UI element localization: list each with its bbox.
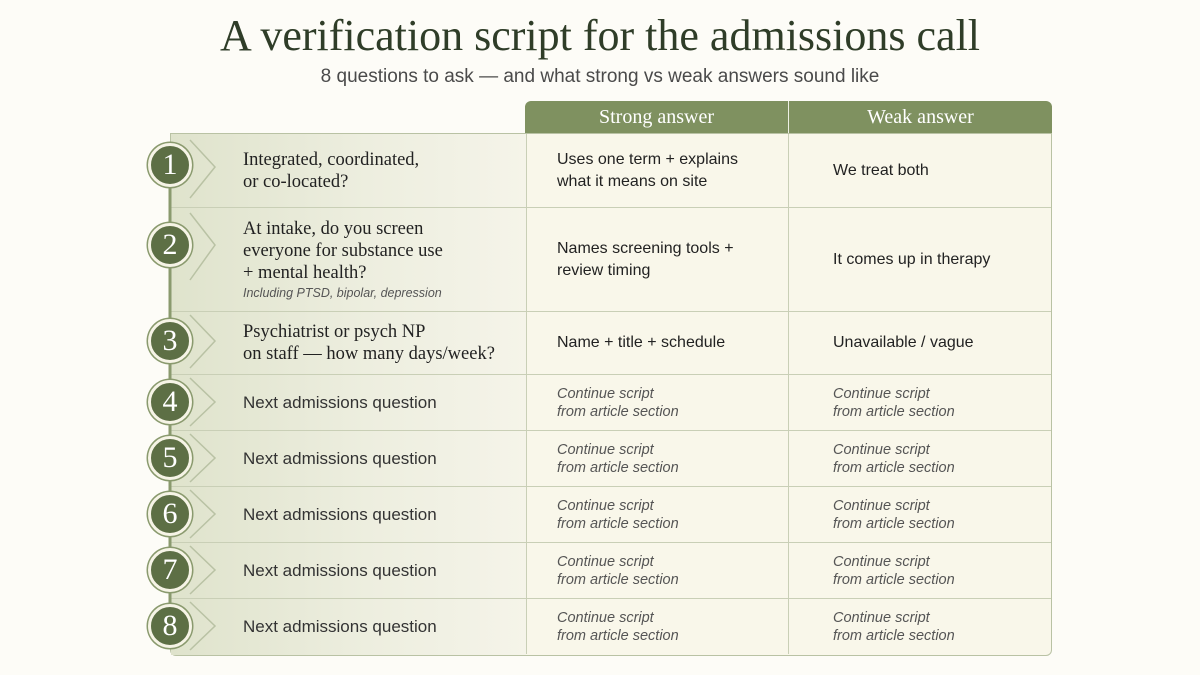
strong-answer-text: from article section	[557, 403, 679, 420]
question-text: Next admissions question	[243, 560, 437, 580]
weak-answer-text: from article section	[833, 403, 955, 420]
header-weak-answer: Weak answer	[788, 101, 1052, 133]
strong-answer-text: Names screening tools +	[557, 239, 734, 257]
question-cell	[171, 487, 526, 542]
question-text: on staff — how many days/week?	[243, 344, 495, 364]
weak-answer-cell	[788, 487, 1050, 542]
strong-answer-text: from article section	[557, 515, 679, 532]
weak-answer-text: from article section	[833, 571, 955, 588]
weak-answer-text: Continue script	[833, 441, 930, 458]
weak-answer-text: Unavailable / vague	[833, 334, 974, 351]
question-text: Next admissions question	[243, 448, 437, 468]
question-cell	[171, 375, 526, 430]
step-number-badge: 1	[148, 143, 192, 187]
strong-answer-text: Continue script	[557, 385, 654, 402]
weak-answer-cell	[788, 375, 1050, 430]
strong-answer-text: what it means on site	[557, 172, 708, 190]
page-title: A verification script for the admissions call	[219, 11, 981, 60]
weak-answer-cell	[788, 543, 1050, 598]
header-strong-answer: Strong answer	[599, 106, 714, 128]
weak-answer-cell	[788, 134, 1050, 207]
step-number-badge: 3	[148, 319, 192, 363]
table-row	[171, 486, 1051, 542]
step-number-badge: 7	[148, 548, 192, 592]
weak-answer-cell	[788, 599, 1050, 654]
step-number-badge: 5	[148, 436, 192, 480]
page-subtitle: 8 questions to ask — and what strong vs weak answers sound like	[320, 66, 880, 87]
strong-answer-text: Continue script	[557, 609, 654, 626]
question-text: or co-located?	[243, 171, 349, 192]
question-cell	[171, 134, 526, 207]
step-number-badge: 4	[148, 380, 192, 424]
strong-answer-text: from article section	[557, 571, 679, 588]
weak-answer-text: Continue script	[833, 497, 930, 514]
weak-answer-cell	[788, 208, 1050, 311]
question-text: Psychiatrist or psych NP	[243, 322, 426, 342]
table-row	[171, 207, 1051, 311]
question-cell	[171, 208, 526, 311]
strong-answer-cell	[526, 487, 788, 542]
strong-answer-cell	[526, 312, 788, 374]
question-text: At intake, do you screen	[243, 218, 424, 239]
step-number-badge: 6	[148, 492, 192, 536]
verification-table	[170, 101, 1052, 656]
weak-answer-text: from article section	[833, 515, 955, 532]
weak-answer-text: Continue script	[833, 609, 930, 626]
question-text: Next admissions question	[243, 616, 437, 636]
strong-answer-text: Uses one term + explains	[557, 150, 738, 168]
question-note: Including PTSD, bipolar, depression	[243, 285, 442, 300]
question-text: + mental health?	[243, 262, 367, 283]
question-text: Next admissions question	[243, 392, 437, 412]
weak-answer-text: Continue script	[833, 553, 930, 570]
strong-answer-text: from article section	[557, 459, 679, 476]
table-row	[171, 374, 1051, 430]
strong-answer-cell	[526, 208, 788, 311]
question-text: everyone for substance use	[243, 240, 443, 261]
question-text: Next admissions question	[243, 504, 437, 524]
weak-answer-text: from article section	[833, 459, 955, 476]
step-number-badge: 8	[148, 604, 192, 648]
weak-answer-text: from article section	[833, 627, 955, 644]
strong-answer-text: Continue script	[557, 441, 654, 458]
strong-answer-cell	[526, 543, 788, 598]
weak-answer-text: Continue script	[833, 385, 930, 402]
weak-answer-text: It comes up in therapy	[833, 250, 991, 268]
table-row	[171, 542, 1051, 598]
strong-answer-cell	[526, 431, 788, 486]
weak-answer-cell	[788, 431, 1050, 486]
question-cell	[171, 543, 526, 598]
table-header	[525, 101, 1052, 133]
table-row	[171, 598, 1051, 654]
question-cell	[171, 431, 526, 486]
strong-answer-text: Name + title + schedule	[557, 334, 726, 351]
question-cell	[171, 599, 526, 654]
strong-answer-cell	[526, 375, 788, 430]
table-row	[171, 430, 1051, 486]
question-text: Integrated, coordinated,	[243, 149, 420, 170]
strong-answer-text: Continue script	[557, 553, 654, 570]
strong-answer-cell	[526, 599, 788, 654]
table-body	[170, 133, 1052, 656]
strong-answer-text: from article section	[557, 627, 679, 644]
weak-answer-text: We treat both	[833, 161, 929, 179]
strong-answer-text: Continue script	[557, 497, 654, 514]
table-row	[171, 311, 1051, 374]
question-cell	[171, 312, 526, 374]
strong-answer-cell	[526, 134, 788, 207]
weak-answer-cell	[788, 312, 1050, 374]
step-number-badge: 2	[148, 223, 192, 267]
table-row	[171, 134, 1051, 207]
strong-answer-text: review timing	[557, 261, 651, 279]
